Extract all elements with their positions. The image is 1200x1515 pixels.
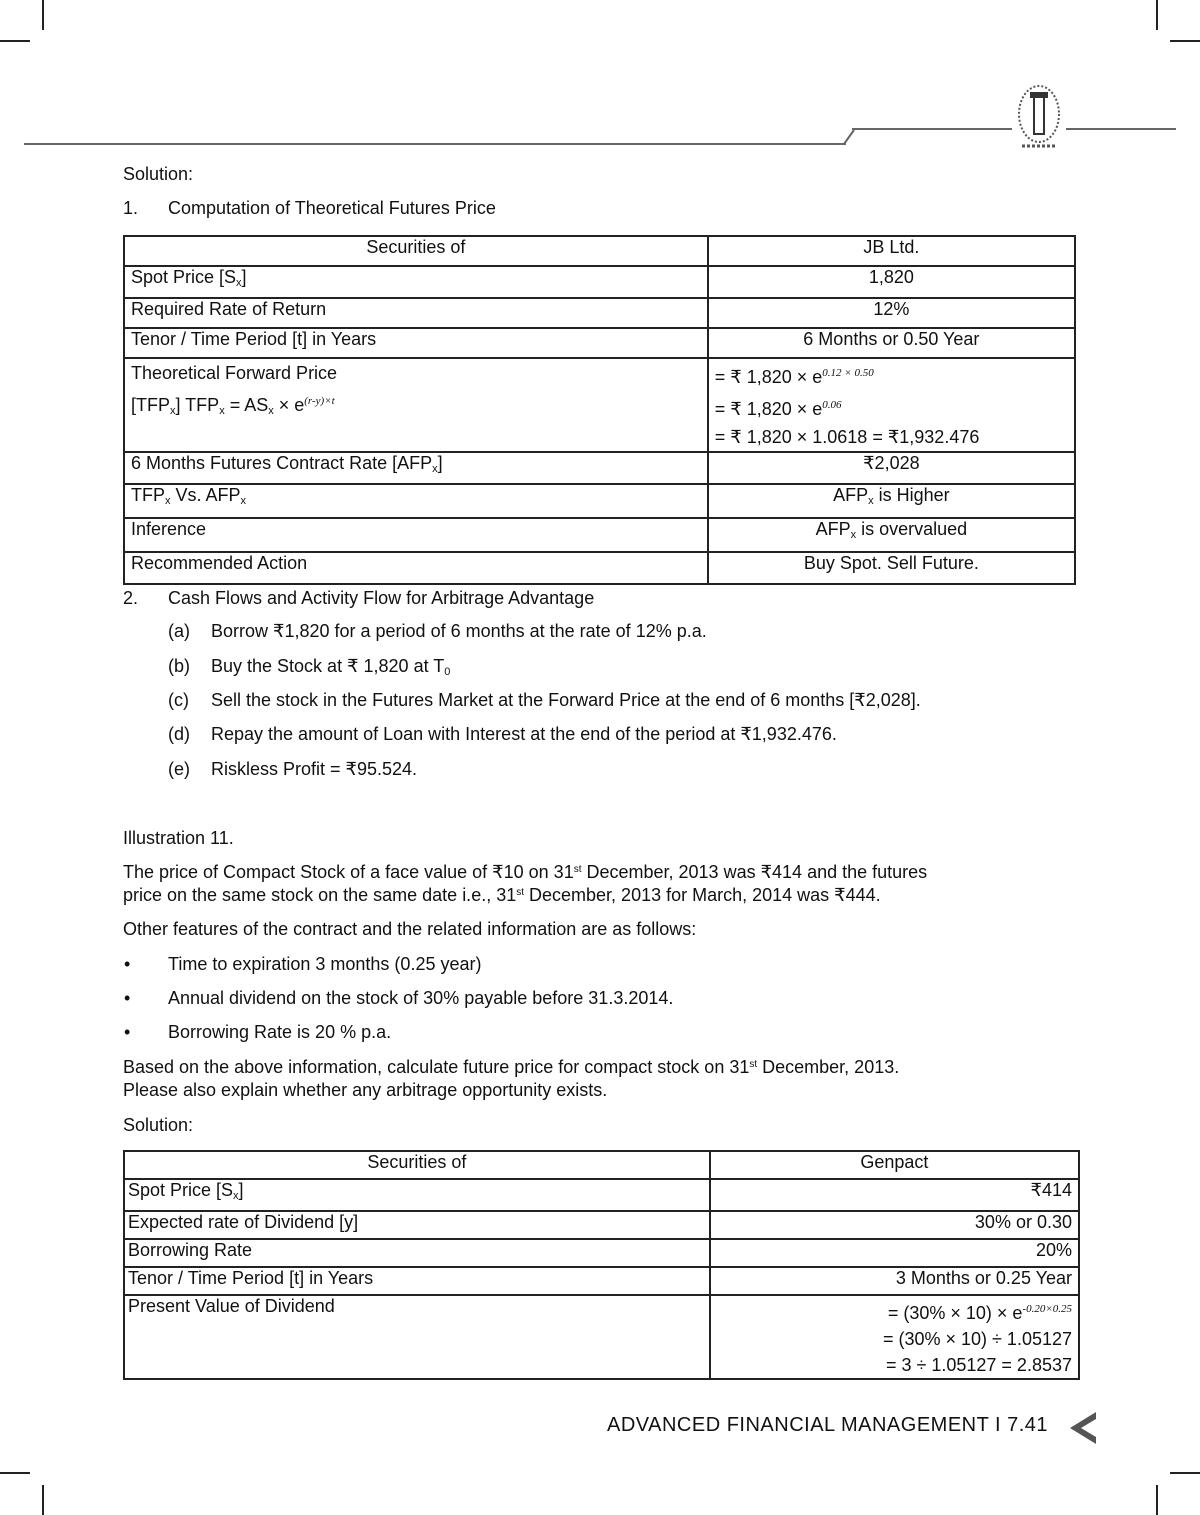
table-row	[124, 518, 1075, 552]
section-title: Cash Flows and Activity Flow for Arbitrage Advantage	[168, 588, 595, 608]
list-item: Buy the Stock at ₹ 1,820 at $T_0$	[211, 656, 451, 678]
table-cell-label: Present Value of Dividend	[124, 1295, 710, 1379]
illustration-question: Based on the above information, calculate future price for compact stock on 31st December, 2013.	[123, 1057, 900, 1077]
table-row	[124, 298, 1075, 328]
illustration-question: Please also explain whether any arbitrage opportunity exists.	[123, 1080, 608, 1100]
table-cell-label: Recommended Action	[124, 552, 708, 584]
section-title: Computation of Theoretical Futures Price	[168, 198, 496, 218]
table-header-cell: Securities of	[124, 1151, 710, 1179]
table-header-cell: Securities of	[124, 236, 708, 266]
formula-caption: Theoretical Forward Price	[131, 363, 338, 383]
table-cell-label: Required Rate of Return	[124, 298, 708, 328]
calc-line: = (30% × 10) ÷ 1.05127	[882, 1329, 1072, 1349]
list-item: Repay the amount of Loan with Interest at the end of the period at ₹1,932.476.	[211, 724, 837, 744]
bullet-item: Borrowing Rate is 20 % p.a.	[168, 1022, 392, 1042]
table-cell-value: 3 Months or 0.25 Year	[710, 1267, 1079, 1295]
list-item: Sell the stock in the Futures Market at the Forward Price at the end of 6 months [₹2,028].	[211, 690, 921, 710]
table-cell-value: ₹414	[710, 1179, 1079, 1211]
table-row	[124, 358, 1075, 452]
calc-line: = ₹ $1,820 \times e^{0.12 \times 0.50}$	[714, 367, 874, 387]
table-cell-value: 1,820	[708, 266, 1075, 298]
table-cell-value: 20%	[710, 1239, 1079, 1267]
table-row	[124, 328, 1075, 358]
table-cell-label: Borrowing Rate	[124, 1239, 710, 1267]
illustration-paragraph: price on the same stock on the same date i.e., 31st December, 2013 for March, 2014 was ₹444.	[123, 885, 881, 905]
table-cell-label: $TFP_x$ Vs. $AFP_x$	[124, 484, 708, 518]
list-item-marker: (e)	[168, 759, 190, 779]
table-cell-value: $AFP_x$ is overvalued	[708, 518, 1075, 552]
list-item-marker: (b)	[168, 656, 190, 676]
calc-line: = ₹ $1,820 \times e^{0.06}$	[714, 399, 842, 419]
header-rule-right	[1066, 128, 1176, 130]
crop-mark	[1156, 1485, 1158, 1515]
table-cell-value: 12%	[708, 298, 1075, 328]
calc-line: = $(30\% \times 10) \times e^{-0.20\times 0.25}$	[887, 1303, 1072, 1323]
header-rule	[24, 143, 846, 145]
table-header-row	[124, 1151, 1079, 1179]
solution-label: Solution:	[123, 1115, 194, 1135]
list-item-marker: (a)	[168, 621, 190, 641]
table-cell-value	[710, 1295, 1079, 1379]
page-footer: ADVANCED FINANCIAL MANAGEMENT I 7.41	[607, 1414, 1049, 1436]
table-row	[124, 552, 1075, 584]
table-header-row	[124, 236, 1075, 266]
table-cell-value: Buy Spot. Sell Future.	[708, 552, 1075, 584]
section-number: 1.	[123, 198, 139, 218]
table-cell-label: Tenor / Time Period [t] in Years	[124, 328, 708, 358]
table-row	[124, 266, 1075, 298]
bullet-icon: •	[124, 988, 131, 1008]
table-cell-value: $AFP_x$ is Higher	[708, 484, 1075, 518]
illustration-paragraph: The price of Compact Stock of a face value of ₹10 on 31st December, 2013 was ₹414 and the futures	[123, 862, 928, 882]
table-row	[124, 1179, 1079, 1211]
table-header-cell: JB Ltd.	[708, 236, 1075, 266]
table-row	[124, 1267, 1079, 1295]
table-cell-value	[708, 358, 1075, 452]
theoretical-futures-table	[123, 235, 1076, 585]
crop-mark	[42, 1485, 44, 1515]
list-item-marker: (d)	[168, 724, 190, 744]
table-cell-label: Expected rate of Dividend [y]	[124, 1211, 710, 1239]
list-item-marker: (c)	[168, 690, 189, 710]
table-header-cell: Genpact	[710, 1151, 1079, 1179]
crop-mark	[0, 40, 30, 42]
table-cell-label: 6 Months Futures Contract Rate $[AFP_x]$	[124, 452, 708, 484]
institute-emblem-icon	[1012, 80, 1066, 154]
table-cell-value: ₹2,028	[708, 452, 1075, 484]
table-cell-value: 30% or 0.30	[710, 1211, 1079, 1239]
table-cell-label: Tenor / Time Period [t] in Years	[124, 1267, 710, 1295]
bullet-icon: •	[124, 954, 131, 974]
bullet-icon: •	[124, 1022, 131, 1042]
section-number: 2.	[123, 588, 139, 608]
table-cell-label: Spot Price $[S_x]$	[124, 1179, 710, 1211]
bullet-item: Annual dividend on the stock of 30% payable before 31.3.2014.	[168, 988, 674, 1008]
crop-mark	[42, 0, 44, 30]
table-cell-label: Inference	[124, 518, 708, 552]
crop-mark	[0, 1472, 30, 1474]
table-row	[124, 1295, 1079, 1379]
table-row	[124, 452, 1075, 484]
illustration-title: Illustration 11.	[123, 828, 234, 848]
illustration-paragraph: Other features of the contract and the related information are as follows:	[123, 919, 697, 939]
calc-line: = ₹ 1,820 × 1.0618 = ₹1,932.476	[714, 427, 980, 447]
table-row	[124, 1239, 1079, 1267]
crop-mark	[1156, 0, 1158, 30]
table-row	[124, 1211, 1079, 1239]
formula-text: $[TFP_x] TFP_x = AS_x \times e^{(r-y)\times t}$	[131, 395, 335, 417]
bullet-item: Time to expiration 3 months (0.25 year)	[168, 954, 482, 974]
crop-mark	[1170, 1472, 1200, 1474]
table-cell-value: 6 Months or 0.50 Year	[708, 328, 1075, 358]
table-row	[124, 484, 1075, 518]
table-cell-label	[124, 358, 708, 452]
chevron-left-icon	[1064, 1408, 1098, 1448]
list-item: Riskless Profit = ₹95.524.	[211, 759, 418, 779]
list-item: Borrow ₹1,820 for a period of 6 months at the rate of 12% p.a.	[211, 621, 707, 641]
crop-mark	[1170, 40, 1200, 42]
calc-line: = 3 ÷ 1.05127 = 2.8537	[885, 1355, 1072, 1375]
solution-label: Solution:	[123, 164, 194, 184]
table-cell-label: Spot Price $[S_x]$	[124, 266, 708, 298]
header-rule-upper	[852, 128, 1012, 130]
genpact-futures-table	[123, 1150, 1080, 1380]
